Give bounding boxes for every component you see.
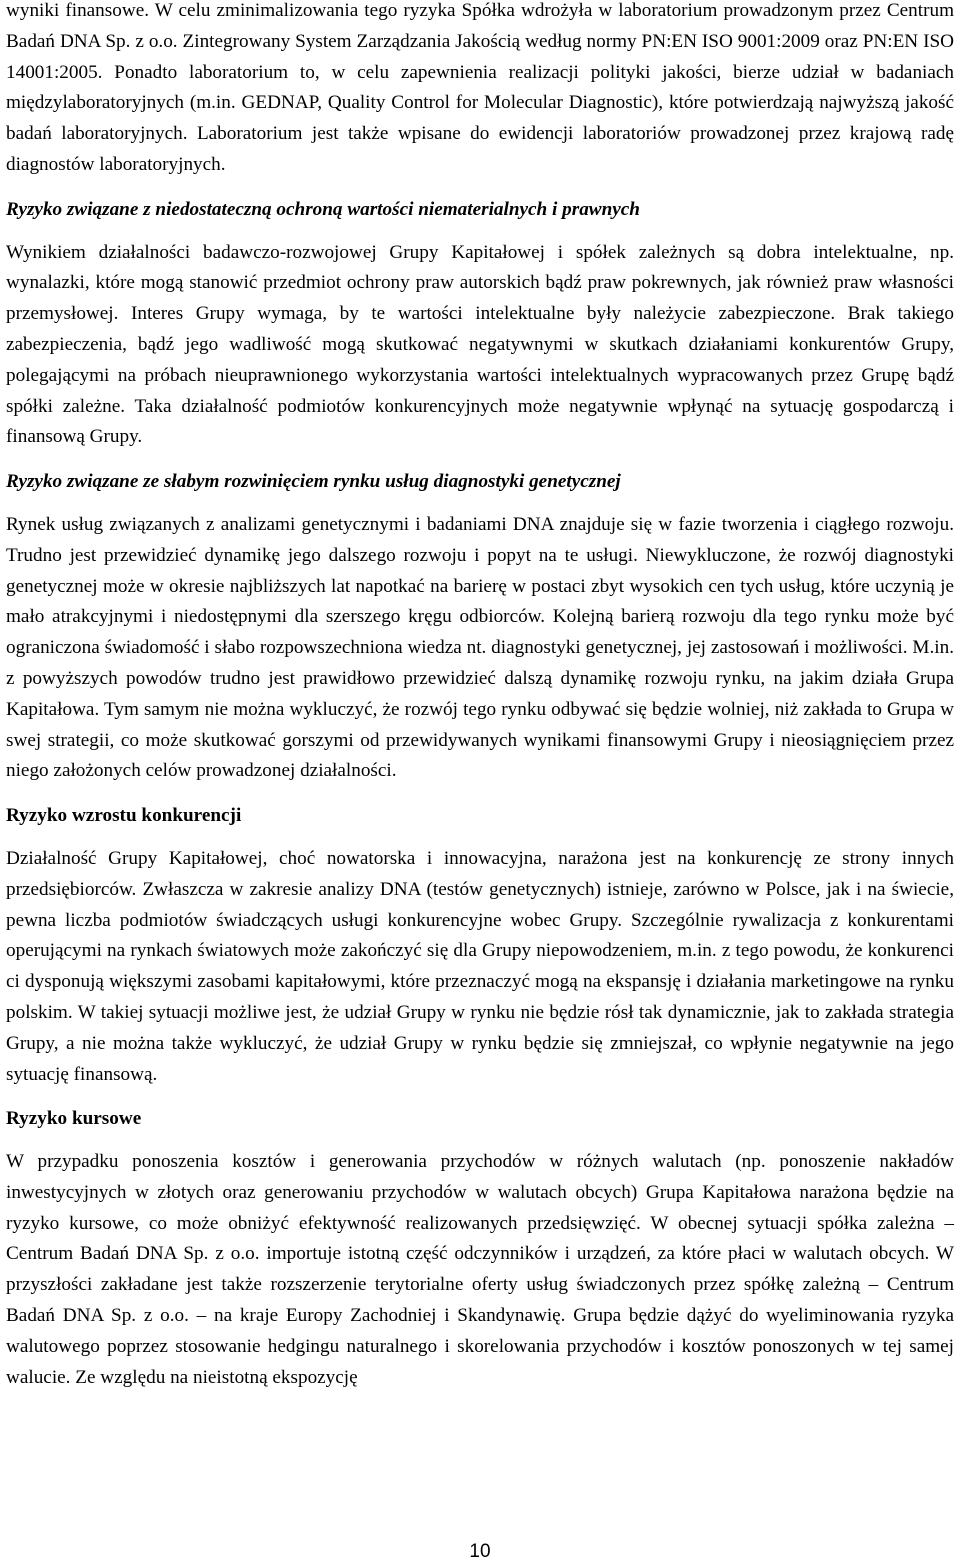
heading-genetic-market-risk: Ryzyko związane ze słabym rozwinięciem rynku usług diagnostyki genetycznej bbox=[6, 471, 621, 493]
page-number: 10 bbox=[469, 1541, 491, 1562]
heading-intangible-assets-risk: Ryzyko związane z niedostateczną ochroną wartości niematerialnych i prawnych bbox=[6, 198, 640, 220]
paragraph-competition-risk: Działalność Grupy Kapitałowej, choć nowatorska i innowacyjna, narażona jest na konkurencję ze strony innych przedsiębiorców. Zwłaszcza w zakresie analizy DNA (testów genetycznych) istnieje, zarówno w Polsce, jak i na świecie, pewna liczba podmiotów świadczących usługi konkurencyjne wobec Grupy. Szczególnie rywalizacja z konkurentami operującymi na rynkach światowych może zakończyć się dla Grupy niepowodzeniem, m.in. z tego powodu, że konkurenci ci dysponują większymi zasobami kapitałowymi, które przeznaczyć mogą na ekspansję i działania marketingowe na rynku polskim. W takiej sytuacji możliwe jest, że udział Grupy w rynku nie będzie rósł tak dynamicznie, jak to zakłada strategia Grupy, a nie można także wykluczyć, że udział Grupy w rynku będzie się zmniejszał, co wpłynie negatywnie na jego sytuację finansową. bbox=[6, 847, 954, 1085]
paragraph-top: wyniki finansowe. W celu zminimalizowania tego ryzyka Spółka wdrożyła w laboratorium prowadzonym przez Centrum Badań DNA Sp. z o.o. Zintegrowany System Zarządzania Jakością według normy PN:EN ISO 9001:2009 oraz PN:EN ISO 14001:2005. Ponadto laboratorium to, w celu zapewnienia realizacji polityki jakości, bierze udział w badaniach międzylaboratoryjnych (m.in. GEDNAP, Quality Control for Molecular Diagnostic), które potwierdzają najwyższą jakość badań laboratoryjnych. Laboratorium jest także wpisane do ewidencji laboratoriów prowadzonej przez krajową radę diagnostów laboratoryjnych. bbox=[6, 0, 954, 175]
paragraph-genetic-market-risk: Rynek usług związanych z analizami genetycznymi i badaniami DNA znajduje się w fazie tworzenia i ciągłego rozwoju. Trudno jest przewidzieć dynamikę jego dalszego rozwoju i popyt na te usługi. Niewykluczone, że rozwój diagnostyki genetycznej może w okresie najbliższych lat napotkać na barierę w postaci zbyt wysokich cen tych usług, które uczynią je mało atrakcyjnymi i niedostępnymi dla szerszego kręgu odbiorców. Kolejną barierą rozwoju dla tego rynku może być ograniczona świadomość i słabo rozpowszechniona wiedza nt. diagnostyki genetycznej, jej zastosowań i możliwości. M.in. z powyższych powodów trudno jest prawidłowo przewidzieć dalszą dynamikę rozwoju rynku, na jakim działa Grupa Kapitałowa. Tym samym nie można wykluczyć, że rozwój tego rynku odbywać się będzie wolniej, niż zakłada to Grupa w swej strategii, co może skutkować gorszymi od przewidywanych wynikami finansowymi Grupy i nieosiągnięciem przez niego założonych celów prowadzonej działalności. bbox=[6, 513, 954, 782]
heading-currency-risk: Ryzyko kursowe bbox=[6, 1108, 142, 1130]
document-page bbox=[6, 0, 954, 1393]
paragraph-intangible-assets-risk: Wynikiem działalności badawczo-rozwojowej Grupy Kapitałowej i spółek zależnych są dobra intelektualne, np. wynalazki, które mogą stanowić przedmiot ochrony praw autorskich bądź praw pokrewnych, jak również praw własności przemysłowej. Interes Grupy wymaga, by te wartości intelektualne były należycie zabezpieczone. Brak takiego zabezpieczenia, bądź jego wadliwość mogą skutkować negatywnymi w skutkach działaniami konkurentów Grupy, polegającymi na próbach nieuprawnionego wykorzystania wartości intelektualnych wypracowanych przez Grupę bądź spółki zależne. Taka działalność podmiotów konkurencyjnych może negatywnie wpłynąć na sytuację gospodarczą i finansową Grupy. bbox=[6, 241, 954, 448]
heading-competition-risk: Ryzyko wzrostu konkurencji bbox=[6, 805, 242, 827]
paragraph-currency-risk: W przypadku ponoszenia kosztów i generowania przychodów w różnych walutach (np. ponoszenie nakładów inwestycyjnych w złotych oraz generowaniu przychodów w walutach obcych) Grupa Kapitałowa narażona będzie na ryzyko kursowe, co może obniżyć efektywność realizowanych przedsięwzięć. W obecnej sytuacji spółka zależna – Centrum Badań DNA Sp. z o.o. importuje istotną część odczynników i urządzeń, za które płaci w walutach obcych. W przyszłości zakładane jest także rozszerzenie terytorialne oferty usług świadczonych przez spółkę zależną – Centrum Badań DNA Sp. z o.o. – na kraje Europy Zachodniej i Skandynawię. Grupa będzie dążyć do wyeliminowania ryzyka walutowego poprzez stosowanie hedgingu naturalnego i skorelowania przychodów i kosztów ponoszonych w tej samej walucie. Ze względu na nieistotną ekspozycję bbox=[6, 1151, 954, 1388]
